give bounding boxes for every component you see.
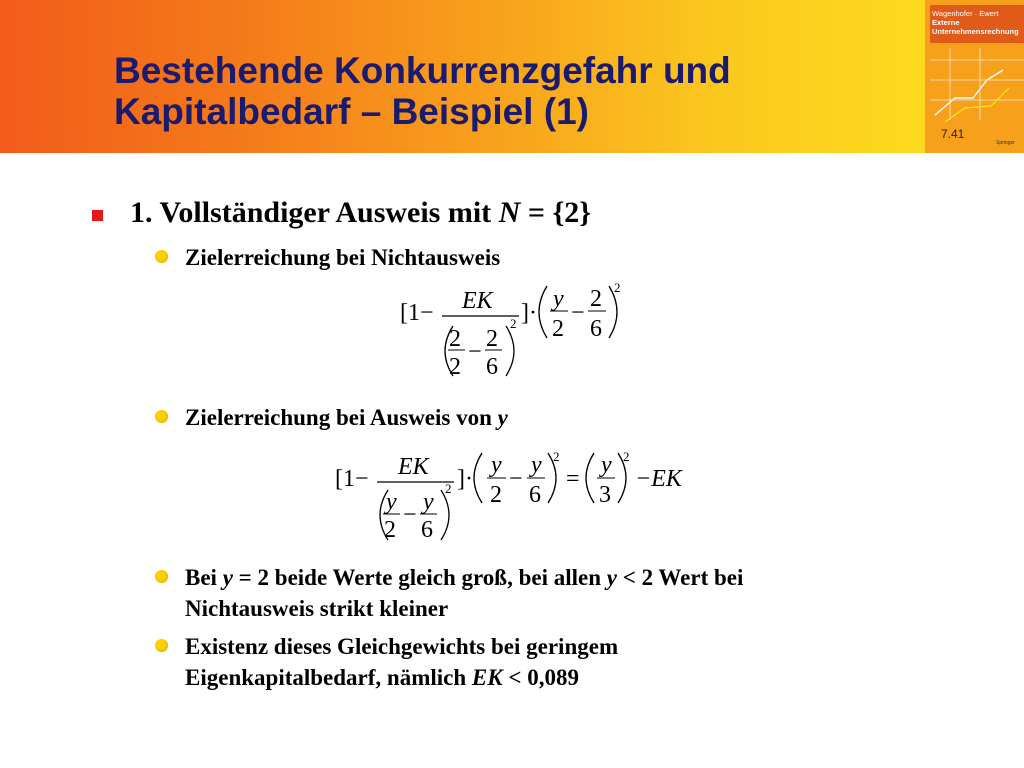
- formula2-tail: −EK: [635, 466, 682, 492]
- formula-nichtausweis: [395, 278, 635, 386]
- title-line-1: Bestehende Konkurrenzgefahr und: [114, 50, 731, 91]
- formula2-r-d2: 6: [529, 482, 541, 508]
- slide-title: [114, 50, 914, 132]
- formula1-r-n2: 2: [590, 286, 602, 312]
- formula1-open: [1−: [400, 300, 434, 326]
- list-item-nichtausweis: Zielerreichung bei Nichtausweis: [185, 245, 501, 270]
- formula2-den-d2: 6: [421, 517, 433, 543]
- list-item-ausweis: [185, 402, 508, 433]
- publisher-logo: Springer: [996, 140, 1015, 146]
- formula1-numerator: EK: [462, 288, 493, 314]
- round-bullet-icon: [155, 570, 168, 583]
- formula-ausweis: [330, 445, 700, 545]
- formula2-r-minus: −: [509, 466, 523, 492]
- item3-line2: Nichtausweis strikt kleiner: [185, 596, 449, 621]
- formula2-rhs-n: y: [601, 452, 612, 478]
- formula1-den-d2: 6: [486, 354, 498, 380]
- formula1-r-minus: −: [571, 300, 585, 326]
- formula2-den-n2: y: [423, 489, 434, 515]
- book-cover-thumbnail: [925, 0, 1024, 153]
- heading-suffix: = {2}: [520, 196, 592, 229]
- formula2-r-exp: 2: [553, 449, 560, 464]
- formula1-r-n1: y: [553, 286, 564, 312]
- round-bullet-icon: [155, 639, 168, 652]
- square-bullet-icon: [92, 210, 103, 221]
- formula1-den-n2: 2: [486, 326, 498, 352]
- round-bullet-icon: [155, 250, 168, 263]
- book-cover-text: [932, 9, 1024, 36]
- formula2-numerator: EK: [398, 454, 429, 480]
- section-heading: [130, 196, 591, 230]
- formula2-equals: =: [566, 466, 580, 492]
- heading-prefix: 1. Vollständiger Ausweis mit: [130, 196, 499, 229]
- item3-text-a: Bei: [185, 565, 223, 590]
- formula2-den-d1: 2: [384, 517, 396, 543]
- formula1-r-d2: 6: [590, 316, 602, 342]
- formula2-den-exp: 2: [445, 481, 452, 496]
- formula1-r-d1: 2: [552, 316, 564, 342]
- heading-variable: N: [498, 196, 521, 229]
- formula2-close: ]·: [457, 466, 473, 492]
- item4-var: EK: [471, 665, 503, 690]
- formula2-open: [1−: [335, 466, 369, 492]
- formula2-r-n2: y: [531, 452, 542, 478]
- formula1-den-n1: 2: [449, 326, 461, 352]
- formula2-den-minus: −: [403, 502, 417, 528]
- list-item-existenz: [185, 631, 618, 693]
- formula1-den-d1: 2: [449, 354, 461, 380]
- item2-prefix: Zielerreichung bei Ausweis von: [185, 405, 498, 430]
- item3-var1: y: [222, 565, 233, 590]
- book-title-1: Externe: [932, 18, 960, 27]
- item4-line1: Existenz dieses Gleichgewichts bei geringem: [185, 634, 619, 659]
- book-title-2: Unternehmensrechnung: [932, 27, 1019, 36]
- formula2-den-n1: y: [386, 489, 397, 515]
- slide-number: 7.41: [941, 127, 965, 141]
- list-item-gleichheit: [185, 562, 743, 624]
- round-bullet-icon: [155, 410, 168, 423]
- formula1-den-minus: −: [468, 339, 482, 365]
- item4-text-a: Eigenkapitalbedarf, nämlich: [185, 665, 472, 690]
- formula2-rhs-d: 3: [599, 482, 611, 508]
- book-author: Wagenhofer · Ewert: [932, 9, 999, 18]
- formula2-r-d1: 2: [490, 482, 502, 508]
- formula1-close: ]·: [521, 300, 537, 326]
- item3-text-c: < 2 Wert bei: [616, 565, 744, 590]
- item3-text-b: = 2 beide Werte gleich groß, bei allen: [232, 565, 607, 590]
- formula2-r-n1: y: [491, 452, 502, 478]
- title-line-2: Kapitalbedarf – Beispiel (1): [114, 91, 589, 132]
- formula1-den-exp: 2: [510, 316, 517, 331]
- item3-var2: y: [606, 565, 617, 590]
- item3-line1: [185, 562, 743, 593]
- formula2-rhs-exp: 2: [623, 449, 630, 464]
- item4-line2: [185, 662, 618, 693]
- formula1-r-exp: 2: [614, 280, 621, 295]
- item2-variable: y: [497, 405, 508, 430]
- item4-text-b: < 0,089: [502, 665, 579, 690]
